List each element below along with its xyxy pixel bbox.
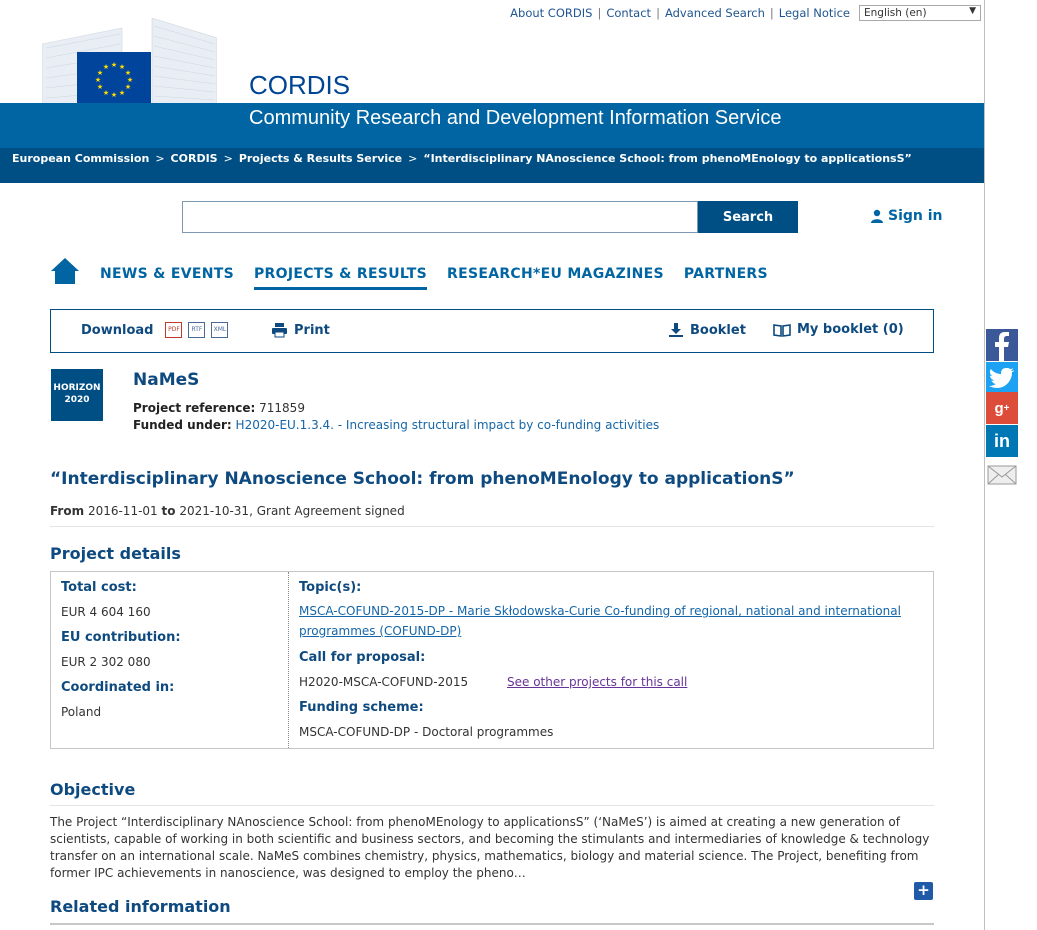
legal-notice-link[interactable]: Legal Notice (778, 6, 850, 20)
search-button[interactable]: Search (698, 201, 798, 233)
topic-link-cont[interactable]: programmes (COFUND-DP) (299, 624, 462, 638)
project-dates (50, 504, 405, 518)
svg-text:★: ★ (124, 83, 132, 91)
site-subtitle: Community Research and Development Information Service (249, 107, 782, 129)
twitter-icon[interactable] (986, 362, 1018, 394)
see-other-projects-link[interactable]: See other projects for this call (507, 675, 688, 689)
divider (50, 526, 934, 527)
svg-text:★: ★ (96, 83, 104, 91)
total-cost-value: EUR 4 604 160 (61, 605, 151, 619)
nav-projects-results[interactable]: PROJECTS & RESULTS (254, 266, 427, 290)
nav-news-events[interactable]: NEWS & EVENTS (100, 266, 234, 282)
home-icon[interactable] (50, 256, 80, 286)
nav-research-eu-magazines[interactable]: RESEARCH*EU MAGAZINES (447, 266, 664, 282)
sign-in-link[interactable] (870, 208, 943, 224)
svg-text:★: ★ (96, 69, 104, 77)
project-title: “Interdisciplinary NAnoscience School: from phenoMEnology to applicationS” (50, 469, 795, 489)
eu-contribution-value: EUR 2 302 080 (61, 655, 151, 669)
project-details-heading: Project details (50, 544, 181, 563)
svg-text:★: ★ (118, 63, 126, 71)
funding-scheme-label: Funding scheme: (299, 700, 424, 715)
project-acronym: NaMeS (133, 370, 200, 390)
xml-icon[interactable]: XML (211, 322, 228, 338)
booklet-label: Booklet (690, 322, 746, 338)
email-icon[interactable] (986, 459, 1018, 491)
project-details-box (50, 571, 934, 749)
objective-text: The Project “Interdisciplinary NAnoscience School: from phenoMEnology to applicationsS” (‘NaMeS’) is aimed at creating a new generation of scientists, capable of working in both scientific and business sectors, and becoming the stimulants and intermediaries of knowledge & technology transfer on an international scale. NaMeS combines chemistry, physics, mathematics, biology and material science. The Project, benefiting from former IPC achievements in nanoscience, was designed to employ the pheno… (50, 815, 930, 880)
agreement-status: , Grant Agreement signed (249, 504, 405, 518)
about-cordis-link[interactable]: About CORDIS (510, 6, 593, 20)
coordinated-value: Poland (61, 705, 102, 719)
language-select[interactable] (859, 5, 981, 21)
download-label: Download (81, 322, 154, 338)
contact-link[interactable]: Contact (606, 6, 652, 20)
utility-bar: About CORDIS | Contact | Advanced Search | Legal Notice English (en) ▼ (505, 5, 981, 21)
linkedin-icon[interactable]: in (986, 425, 1018, 457)
svg-text:★: ★ (102, 63, 110, 71)
eu-contribution-label: EU contribution: (61, 630, 181, 645)
from-label: From (50, 504, 85, 518)
print-label: Print (294, 322, 330, 338)
breadcrumb-current: “Interdisciplinary NAnoscience School: from phenoMEnology to applicationsS” (423, 152, 912, 165)
svg-text:★: ★ (94, 76, 102, 84)
breadcrumb: European Commission > CORDIS > Projects & Results Service > “Interdisciplinary NAnoscience School: from phenoMEnology to applicationsS” (0, 148, 985, 183)
breadcrumb-item[interactable]: CORDIS (170, 152, 218, 165)
call-label: Call for proposal: (299, 650, 426, 665)
divider (50, 923, 934, 925)
svg-text:★: ★ (102, 89, 110, 97)
svg-text:★: ★ (110, 61, 118, 69)
main-nav (100, 266, 768, 290)
project-toolbar (50, 309, 934, 353)
topic-link[interactable]: MSCA-COFUND-2015-DP - Marie Skłodowska-Curie Co-funding of regional, national and international (299, 604, 901, 618)
booklet-button[interactable] (668, 322, 746, 338)
svg-text:★: ★ (118, 89, 126, 97)
language-value: English (en) (864, 7, 927, 19)
total-cost-label: Total cost: (61, 580, 137, 595)
svg-text:★: ★ (110, 91, 118, 99)
user-icon (870, 209, 884, 223)
funded-label: Funded under: (133, 418, 232, 432)
funded-under (133, 418, 659, 432)
my-booklet-button[interactable] (773, 322, 904, 337)
advanced-search-link[interactable]: Advanced Search (664, 6, 765, 20)
print-button[interactable] (271, 322, 330, 338)
reference-value: 711859 (259, 401, 305, 415)
eu-flag (77, 52, 151, 106)
site-name[interactable]: CORDIS (249, 70, 351, 100)
objective-heading: Objective (50, 780, 136, 799)
coordinated-label: Coordinated in: (61, 680, 175, 695)
my-booklet-label: My booklet (0) (797, 322, 904, 337)
horizon-2020-badge: HORIZON 2020 (51, 369, 103, 421)
reference-label: Project reference: (133, 401, 256, 415)
funding-scheme-value: MSCA-COFUND-DP - Doctoral programmes (299, 725, 554, 739)
breadcrumb-item[interactable]: European Commission (12, 152, 150, 165)
printer-icon (271, 322, 288, 338)
breadcrumb-item[interactable]: Projects & Results Service (238, 152, 403, 165)
pdf-icon[interactable]: PDF (165, 322, 182, 338)
chevron-down-icon: ▼ (969, 6, 976, 16)
details-left-column (51, 572, 289, 748)
from-date: 2016-11-01 (87, 504, 158, 518)
download-group (81, 322, 228, 338)
nav-partners[interactable]: PARTNERS (683, 266, 768, 282)
search-input[interactable] (182, 201, 698, 233)
divider (50, 805, 934, 806)
sign-in-label: Sign in (888, 208, 943, 224)
topic-label: Topic(s): (299, 580, 362, 595)
call-value: H2020-MSCA-COFUND-2015 (299, 675, 469, 689)
svg-text:★: ★ (126, 76, 134, 84)
facebook-icon[interactable] (986, 329, 1018, 361)
google-plus-icon[interactable]: g + (986, 392, 1018, 424)
expand-objective-button[interactable]: + (914, 882, 933, 900)
book-icon (773, 323, 791, 337)
to-label: to (161, 504, 176, 518)
to-date: 2021-10-31 (179, 504, 250, 518)
rtf-icon[interactable]: RTF (188, 322, 205, 338)
funded-under-link[interactable]: H2020-EU.1.3.4. - Increasing structural impact by co-funding activities (235, 418, 660, 432)
related-information-heading: Related information (50, 897, 231, 916)
svg-text:★: ★ (124, 69, 132, 77)
project-reference (133, 401, 305, 415)
download-icon (668, 322, 684, 338)
